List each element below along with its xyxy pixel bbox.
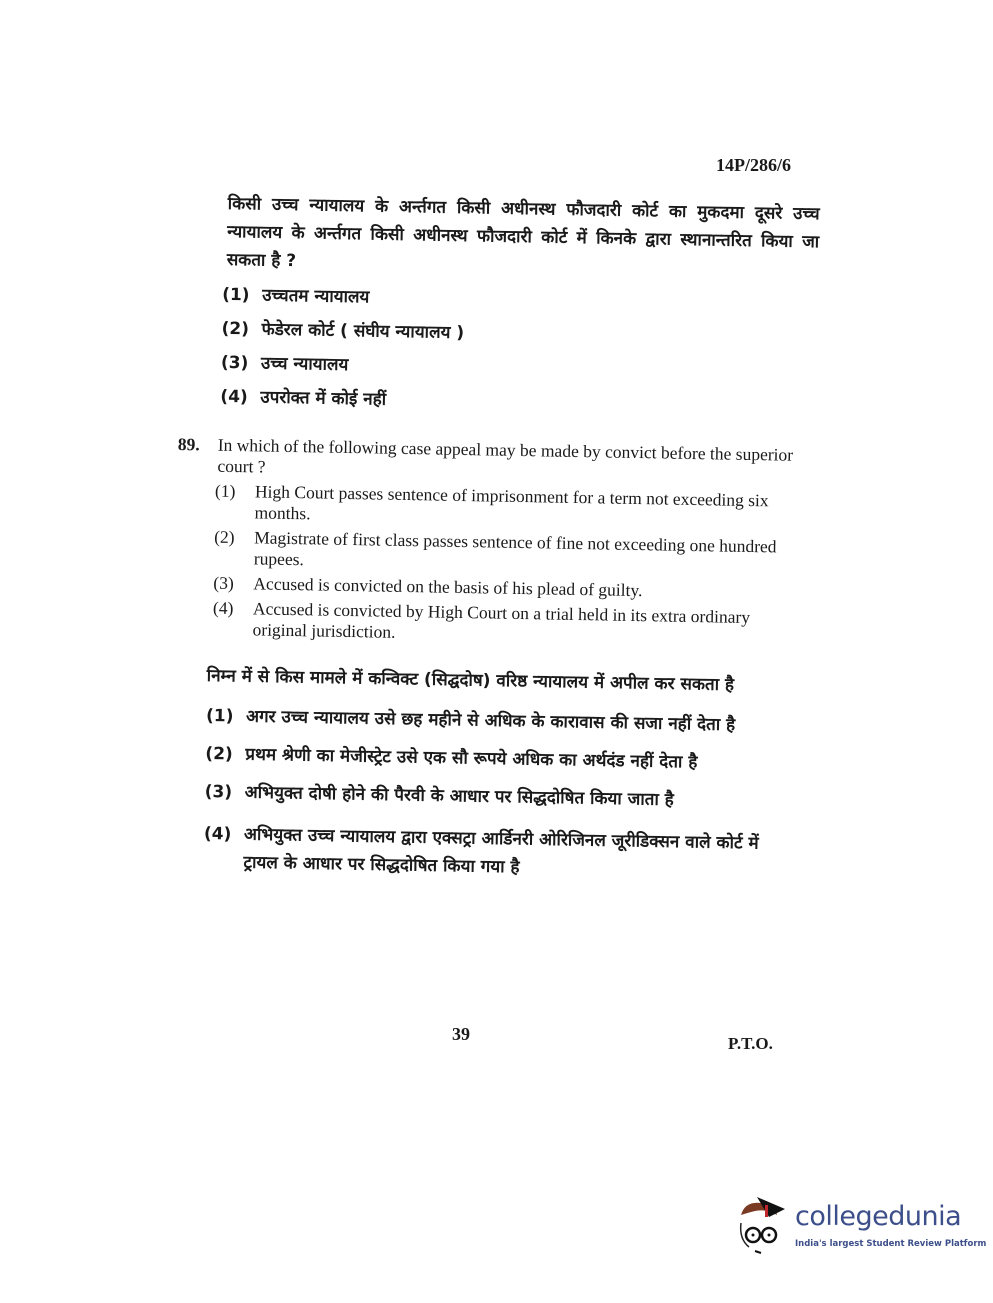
q88-option-2: (2) फेडेरल कोर्ट ( संघीय न्यायालय ): [221, 318, 465, 344]
q89-hindi-question: निम्न में से किस मामले में कन्विक्ट (सिद्घदोष) वरिष्ठ न्यायालय में अपील कर सकता है: [206, 665, 735, 696]
q89-question: 89. In which of the following case appeal may be made by convict before the superior court ?: [177, 434, 794, 477]
q89-hindi-option-1: (1) अगर उच्च न्यायालय उसे छह महीने से अधिक के कारावास की सजा नहीं देता है: [205, 705, 736, 736]
q88-hindi: [220, 190, 820, 424]
q89-hindi-option-4: (4) अभियुक्त उच्च न्यायालय द्वारा एक्सट्रा आर्डिनरी ओरिजिनल जूरीडिक्सन वाले कोर्ट में ट्रायल के आधार पर सिद्धदोषित किया गया है: [203, 823, 759, 878]
q88-option-1: (1) उच्चतम न्यायालय: [221, 284, 370, 308]
logo-tagline: India's largest Student Review Platform: [795, 1239, 987, 1249]
q89-option-1: (1) High Court passes sentence of imprisonment for a term not exceeding six months.: [214, 480, 769, 524]
q88-option-3: (3) उच्च न्यायालय: [220, 352, 349, 376]
q89-hindi: [203, 662, 799, 886]
paper-code: 14P/286/6: [716, 155, 791, 175]
q89-option-4: (4) Accused is convicted by High Court on a trial held in its extra ordinary original jurisdiction.: [212, 597, 751, 642]
q89-option-2: (2) Magistrate of first class passes sentence of fine not exceeding one hundred rupees.: [214, 526, 777, 570]
page-number: 39: [452, 1024, 470, 1044]
collegedunia-logo: [735, 1195, 987, 1260]
q89-english: [174, 434, 805, 650]
q89-hindi-option-2: (2) प्रथम श्रेणी का मेजीस्ट्रेट उसे एक सौ रूपये अधिक का अर्थदंड नहीं देता है: [205, 743, 698, 773]
q88-hindi-question: किसी उच्च न्यायालय के अर्न्तगत किसी अधीनस्थ फौजदारी कोर्ट का मुकदमा दूसरे उच्च न्यायालय के अर्न्तगत किसी अधीनस्थ फौजदारी कोर्ट में किनके द्वारा स्थानान्तरित किया जा सकता है ?: [226, 193, 820, 272]
pto-label: P.T.O.: [728, 1034, 773, 1053]
q88-option-4: (4) उपरोक्त में कोई नहीं: [220, 386, 387, 410]
q89-option-3: (3) Accused is convicted on the basis of his plead of guilty.: [213, 572, 643, 601]
logo-brand: collegedunia: [795, 1201, 962, 1232]
q89-hindi-option-3: (3) अभियुक्त दोषी होने की पैरवी के आधार पर सिद्धदोषित किया जाता है: [204, 781, 674, 811]
student-mascot-icon: [735, 1195, 793, 1257]
